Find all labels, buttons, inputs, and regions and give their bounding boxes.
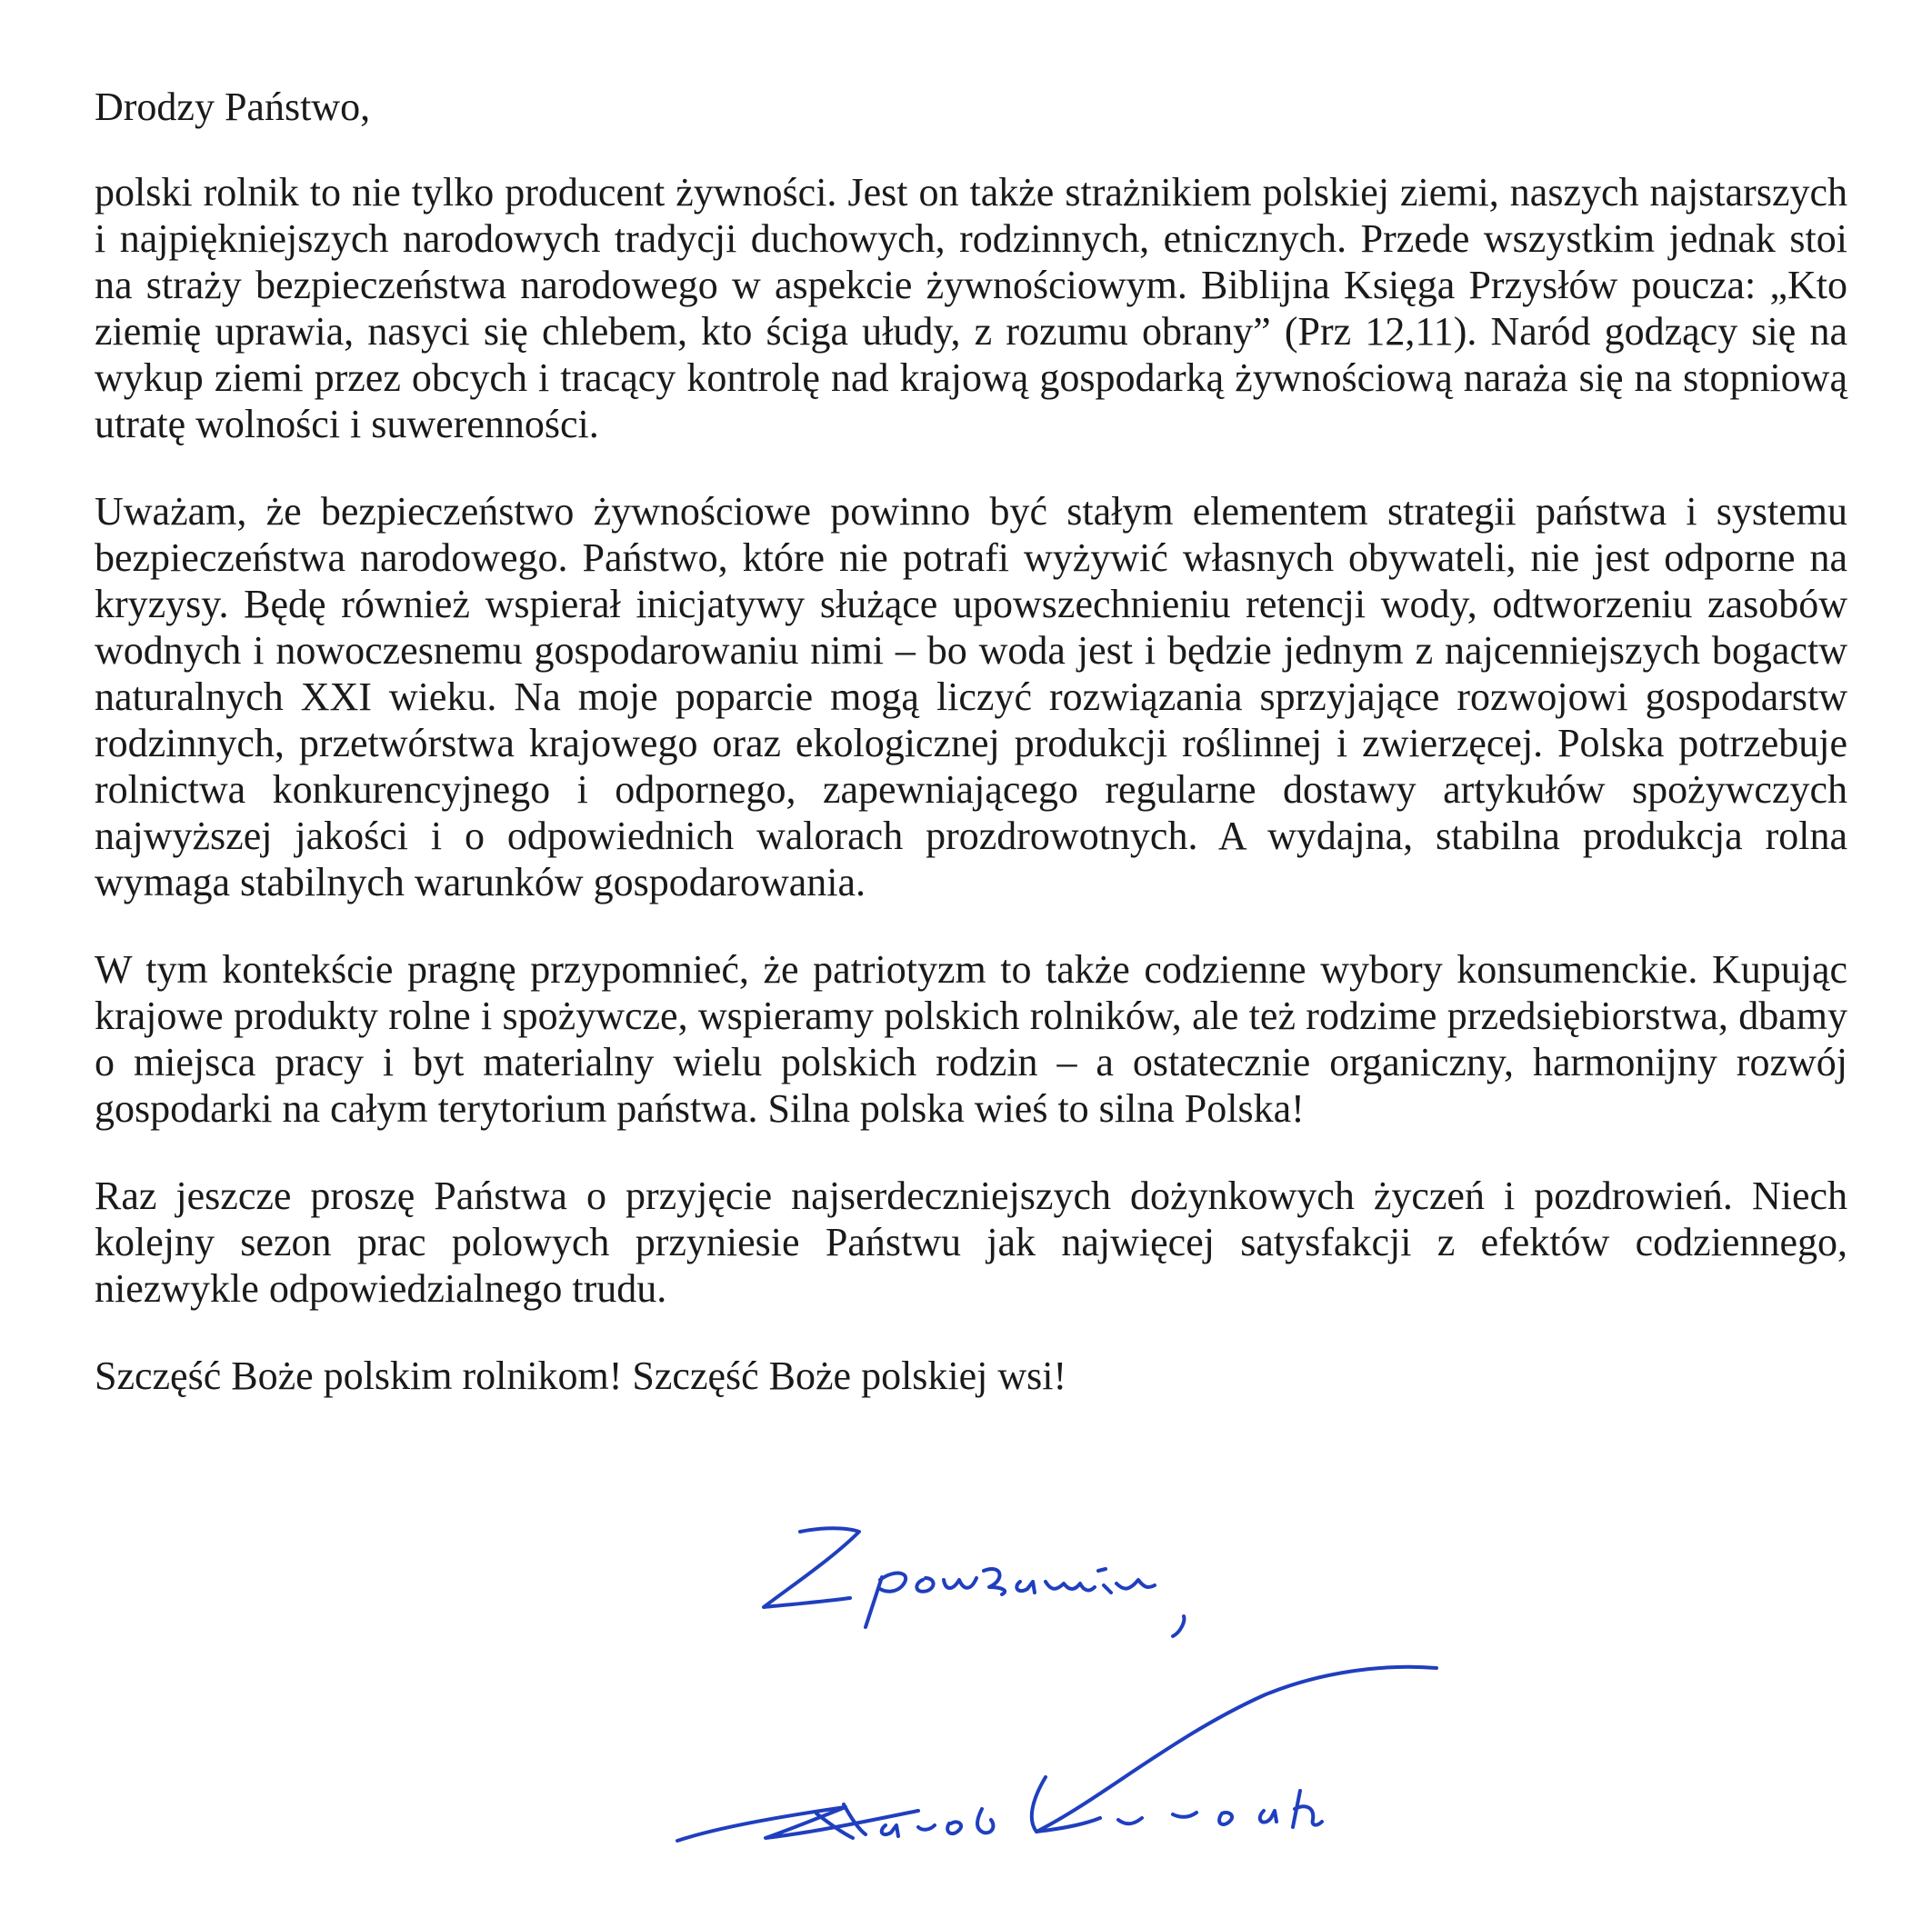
signature-name bbox=[677, 1667, 1436, 1841]
letter-paragraph-2: Uważam, że bezpieczeństwo żywnościowe powinno być stałym elementem strategii państwa i systemu bezpieczeństwa narodowego. Państwo, które nie potrafi wyżywić własnych obywateli, nie jest odporne na kryzysy. Będę również wspierał inicjatywy służące upowszechnieniu retencji wody, odtworzeniu zasobów wodnych i nowoczesnemu gospodarowaniu nimi – bo woda jest i będzie jednym z najcenniejszych bogactw naturalnych XXI wieku. Na moje poparcie mogą liczyć rozwiązania sprzyjające rozwojowi gospodarstw rodzinnych, przetwórstwa krajowego oraz ekologicznej produkcji roślinnej i zwierzęcej. Polska potrzebuje rolnictwa konkurencyjnego i odpornego, zapewniającego regularne dostawy artykułów spożywczych najwyższej jakości i o odpowiednich walorach prozdrowotnych. A wydajna, stabilna produkcja rolna wymaga stabilnych warunków gospodarowania. bbox=[95, 489, 1847, 904]
letter-body bbox=[95, 84, 1847, 1399]
handwritten-signature bbox=[664, 1500, 1737, 1882]
letter-greeting: Drodzy Państwo, bbox=[95, 85, 371, 129]
letter-paragraph-3: W tym kontekście pragnę przypomnieć, że patriotyzm to także codzienne wybory konsumenckie. Kupując krajowe produkty rolne i spożywcze, wspieramy polskich rolników, ale też rodzime przedsiębiorstwa, dbamy o miejsca pracy i byt materialny wielu polskich rodzin – a ostatecznie organiczny, harmonijny rozwój gospodarki na całym terytorium państwa. Silna polska wieś to silna Polska! bbox=[95, 947, 1847, 1131]
letter-paragraph-1: polski rolnik to nie tylko producent żywności. Jest on także strażnikiem polskiej ziemi, naszych najstarszych i najpiękniejszych narodowych tradycji duchowych, rodzinnych, etnicznych. Przede wszystkim jednak stoi na straży bezpieczeństwa narodowego w aspekcie żywnościowym. Biblijna Księga Przysłów poucza: „Kto ziemię uprawia, nasyci się chlebem, kto ściga ułudy, z rozumu obrany” (Prz 12,11). Naród godzący się na wykup ziemi przez obcych i tracący kontrolę nad krajową gospodarką żywnościową naraża się na stopniową utratę wolności i suwerenności. bbox=[95, 170, 1847, 446]
signature-salutation bbox=[764, 1528, 1184, 1636]
letter-paragraph-4: Raz jeszcze proszę Państwa o przyjęcie najserdeczniejszych dożynkowych życzeń i pozdrowień. Niech kolejny sezon prac polowych przyniesie Państwu jak najwięcej satysfakcji z efektów codziennego, niezwykle odpowiedzialnego trudu. bbox=[95, 1174, 1847, 1311]
letter-closing: Szczęść Boże polskim rolnikom! Szczęść Boże polskiej wsi! bbox=[95, 1354, 1067, 1398]
